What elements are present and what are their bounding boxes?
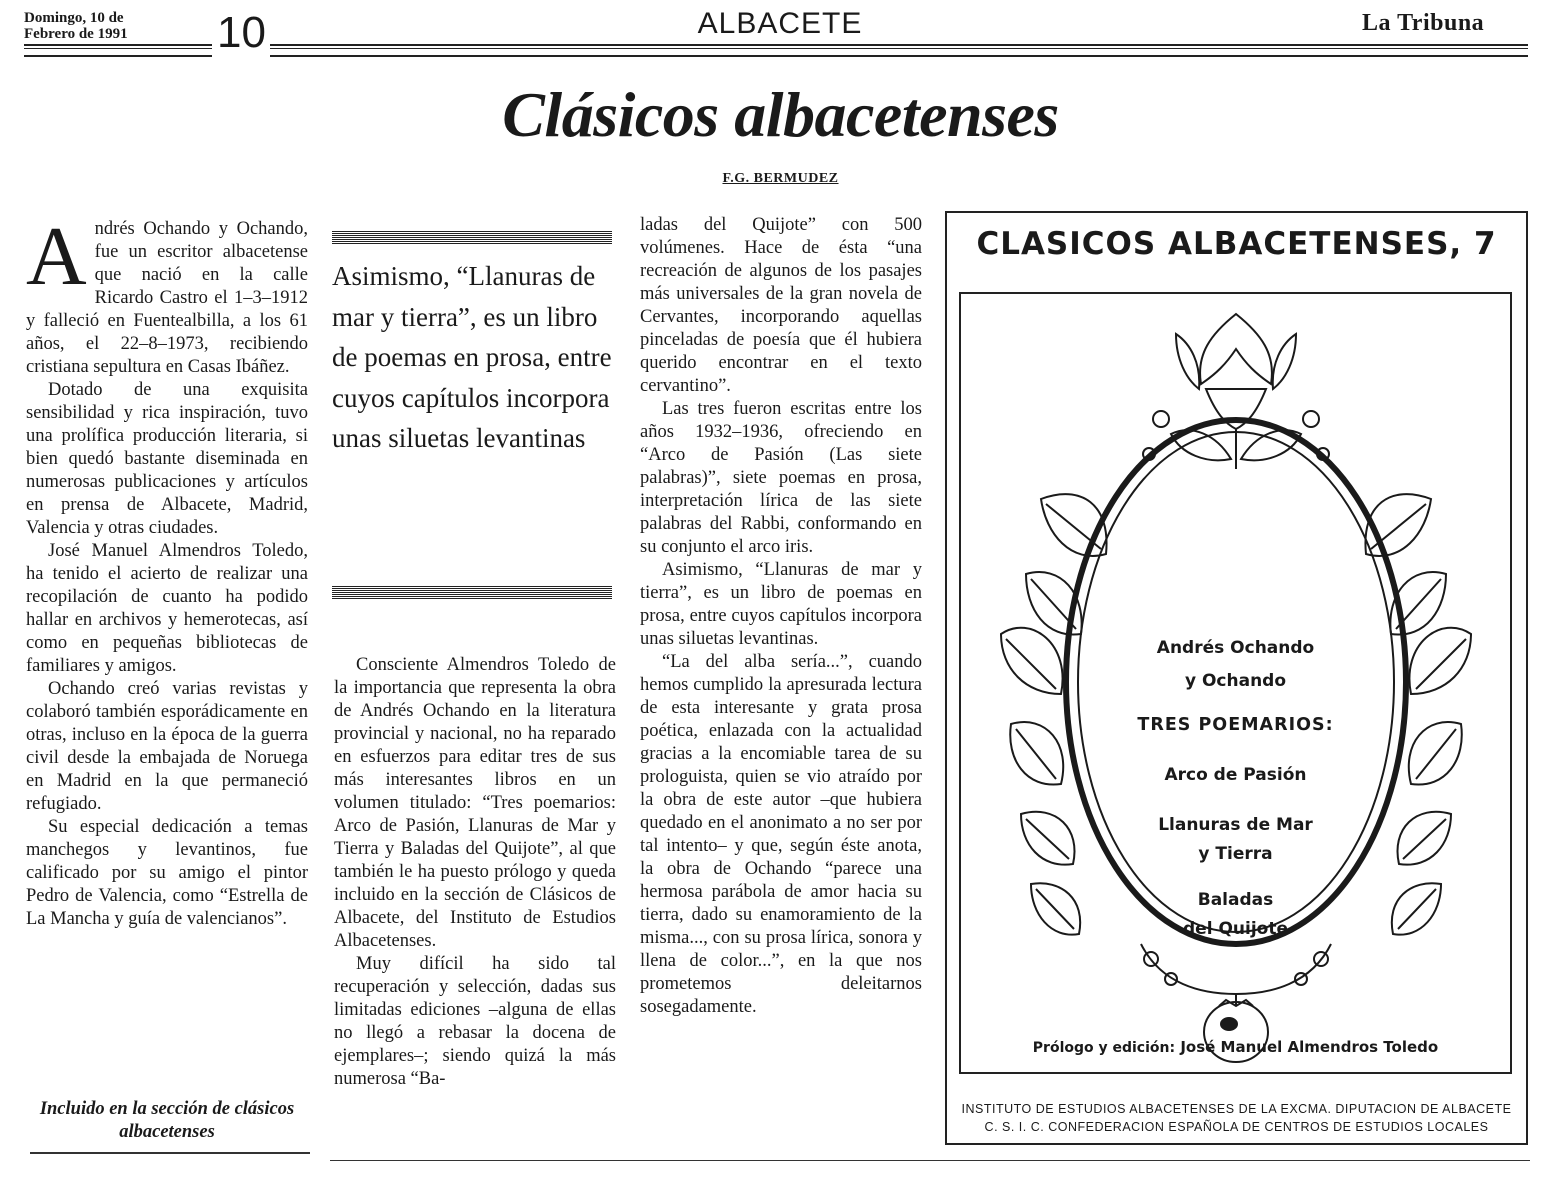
cover-author-line2: y Ochando <box>1184 671 1287 691</box>
section-title: ALBACETE <box>697 7 863 40</box>
cover-book-3 <box>961 886 1510 944</box>
ad-footer-line2: C. S. I. C. CONFEDERACION ESPAÑOLA DE CENTROS DE ESTUDIOS LOCALES <box>984 1120 1489 1134</box>
credit-label: Prólogo y edición: <box>1032 1040 1176 1056</box>
article-byline: F.G. BERMUDEZ <box>722 171 839 186</box>
bottom-rule-left <box>30 1152 310 1154</box>
pull-quote-rule-bottom <box>332 586 612 600</box>
paragraph: Consciente Almendros Toledo de la importancia que representa la obra de Andrés Ochando en la literatura provincial y nacional, no ha reparado en esfuerzos para editar tres de sus más interesantes libros en un volumen titulado: “Tres poemarios: Arco de Pasión, Llanuras de Mar y Tierra y Baladas del Quijote”, al que también le ha puesto prólogo y queda incluido en la sección de Clásicos de Albacete, del Instituto de Estudios Albacetenses. <box>334 655 616 951</box>
paragraph: José Manuel Almendros Toledo, ha tenido el acierto de realizar una recopilación de cuanto ha podido hallar en archivos y hemerotecas, así como en pequeñas bibliotecas de familiares y amigos. <box>26 541 308 676</box>
article-column-2 <box>334 654 616 1091</box>
cover-book-3-line2: del Quijote <box>1183 919 1288 939</box>
cover-book-2-line2: y Tierra <box>1198 844 1273 864</box>
page-number: 10 <box>217 8 266 57</box>
pull-quote: Asimismo, “Llanuras de mar y tierra”, es un libro de poemas en prosa, entre cuyos capítulos incorpora unas siluetas levantinas <box>332 261 612 453</box>
article-column-1 <box>26 210 308 931</box>
ad-footer-line1: INSTITUTO DE ESTUDIOS ALBACETENSES DE LA EXCMA. DIPUTACION DE ALBACETE <box>961 1102 1512 1116</box>
paragraph: Ochando creó varias revistas y colaboró también esporádicamente en otras, incluso en la época de la guerra civil desde la embajada de Noruega en Madrid en la que permaneció refugiado. <box>26 679 308 814</box>
header-rule-left <box>24 44 212 57</box>
paragraph: Muy difícil ha sido tal recuperación y selección, dadas sus limitadas ediciones –alguna de ellas no llegó a rebasar la docena de ejemplares–; siendo quizá la más numerosa “Ba- <box>334 954 616 1089</box>
cover-book-2 <box>961 811 1510 869</box>
header-rule-main <box>270 44 1528 57</box>
cover-book-2-line1: Llanuras de Mar <box>1158 815 1313 835</box>
paragraph: “La del alba sería...”, cuando hemos cumplido la apresurada lectura de esta interesante y grata prosa poética, enlazada con la actualidad gracias a la encomiable tarea de su prologuista, quien se vio atraído por la obra de este autor –que hubiera quedado en el anonimato a no ser por tal intento– y que, según éste anota, la obra de Ochando “parece una hermosa parábola de amor hacia su tierra, dado su enamoramiento de la misma..., con su prosa lírica, sonora y llena de color...”, en la que nos prometemos deleitarnos sosegadamente. <box>640 652 922 1017</box>
paragraph: Dotado de una exquisita sensibilidad y rica inspiración, tuvo una prolífica producción literaria, si bien quedó bastante diseminada en numerosas publicaciones y artículos en prensa de Albacete, Madrid, Valencia y otras ciudades. <box>26 380 308 538</box>
article-headline: Clásicos albacetenses <box>502 79 1059 150</box>
paragraph: Asimismo, “Llanuras de mar y tierra”, es un libro de poemas en prosa, entre cuyos capítulos incorpora unas siluetas levantinas. <box>640 560 922 649</box>
paragraph: Su especial dedicación a temas manchegos y levantinos, fue calificado por su amigo el pintor Pedro de Valencia, como “Estrella de La Mancha y guía de valencianos”. <box>26 817 308 929</box>
cover-author <box>961 632 1510 698</box>
cover-credits <box>961 1038 1510 1056</box>
ad-title: CLASICOS ALBACETENSES, 7 <box>976 226 1497 262</box>
newspaper-name: La Tribuna <box>1362 10 1485 36</box>
cover-book-3-line1: Baladas <box>1197 890 1274 910</box>
book-cover <box>959 292 1512 1074</box>
article-column-3 <box>640 214 922 1019</box>
issue-date-line2: Febrero de 1991 <box>24 26 128 42</box>
issue-date-line1: Domingo, 10 de <box>24 10 124 26</box>
cover-collection-title: TRES POEMARIOS: <box>1137 715 1334 735</box>
paragraph: Andrés Ochando y Ochando, fue un escritor albacetense que nació en la calle Ricardo Castro el 1–3–1912 y falleció en Fuentealbilla, a los 61 años, el 22–8–1973, recibiendo cristiana sepultura en Casas Ibáñez. <box>26 210 308 377</box>
drop-cap: A <box>26 210 87 303</box>
issue-date <box>24 10 214 42</box>
bottom-rule-right <box>330 1160 1530 1161</box>
pull-quote-rule-top <box>332 231 612 245</box>
cover-author-line1: Andrés Ochando <box>1156 638 1315 658</box>
book-advertisement <box>945 211 1528 1145</box>
paragraph: Las tres fueron escritas entre los años 1932–1936, ofreciendo en “Arco de Pasión (Las siete palabras)”, siete poemas en prosa, interpretación lírica de las siete palabras del Rabbi, conformando en su conjunto el arco iris. <box>640 399 922 557</box>
cover-book-1: Arco de Pasión <box>1164 765 1307 785</box>
article-caption: Incluido en la sección de clásicos albacetenses <box>39 1099 295 1142</box>
paragraph: ladas del Quijote” con 500 volúmenes. Hace de ésta “una recreación de algunos de los pasajes más universales de la gran novela de Cervantes, incorporando aquellas pinceladas de poesía que él hubiera querido encontrar en el texto cervantino”. <box>640 215 922 396</box>
credit-name: José Manuel Almendros Toledo <box>1180 1038 1439 1056</box>
